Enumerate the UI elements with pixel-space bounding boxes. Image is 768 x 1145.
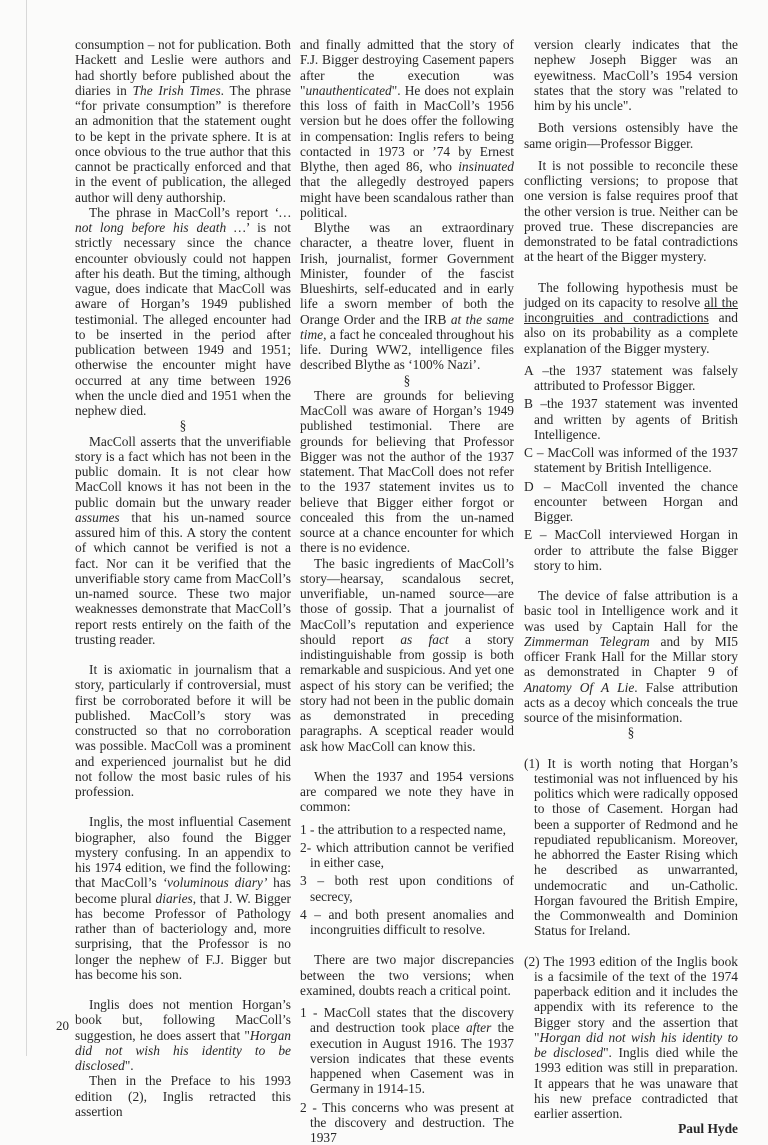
column-3 — [524, 37, 738, 1137]
paragraph — [75, 814, 291, 982]
text-run: Paul Hyde — [678, 1121, 738, 1136]
text-run: The device of false attribution is a basic tool in Intelligence work and it was used by Captain Hall for the — [524, 588, 738, 634]
paragraph — [75, 662, 291, 799]
text-run: Both versions ostensibly have the same origin—Professor Bigger. — [524, 120, 738, 150]
text-run: , a fact he concealed throughout his life. During WW2, intelligence files described Blythe as ‘100% Nazi’. — [300, 327, 514, 373]
paragraph — [524, 120, 738, 151]
text-run: . False attribution acts as a decoy which conceals the true source of the misinformation. — [524, 680, 738, 726]
emphasis-text: insinuated — [458, 159, 514, 174]
emphasis-text: ‘voluminous diary’ — [163, 875, 268, 890]
emphasis-text: diaries — [156, 891, 193, 906]
text-run: B –the 1937 statement was invented and written by agents of British Intelligence. — [524, 396, 738, 442]
list-item — [524, 479, 738, 525]
text-run: ". — [125, 1058, 134, 1073]
emphasis-text: assumes — [75, 510, 120, 525]
list-item — [300, 1005, 514, 1097]
paragraph — [75, 434, 291, 648]
emphasis-text: unauthenticated — [305, 83, 391, 98]
text-run: (1) It is worth noting that Horgan’s testimonial was not influenced by his politics which were radically opposed to those of Casement. Horgan had been a supporter of Redmond and he repudiated republicanism. Moreover, he abhorred the Easter Rising which he described as unwarranted, undemocratic and un-Catholic. Horgan favoured the British Empire, the Commonwealth and Dominion Status for Ireland. — [524, 756, 738, 939]
list-item — [300, 822, 514, 837]
emphasis-text: after — [466, 1020, 491, 1035]
list-item — [524, 445, 738, 476]
list-item — [524, 363, 738, 394]
text-run: , that J. W. Bigger has become Professor of Pathology rather than of bacteriology and, more surprising, that the Professor is no longer the nephew of F.J. Bigger but has become his son. — [75, 891, 291, 982]
page-edge-line — [26, 0, 27, 1056]
text-run: Then in the Preface to his 1993 edition (2), Inglis retracted this assertion — [75, 1073, 291, 1119]
paragraph — [300, 769, 514, 815]
paragraph — [75, 1073, 291, 1119]
text-run: Blythe was an extraordinary character, a theatre lover, fluent in Irish, journalist, former Government Minister, founder of the fascist Blueshirts, self-educated and in early life a sworn member of both the Orange Order and the IRB — [300, 220, 514, 327]
text-run: 3 – both rest upon conditions of secrecy, — [300, 873, 514, 903]
text-run: There are two major discrepancies between the two versions; when examined, doubts reach a critical point. — [300, 952, 514, 998]
text-run: . The phrase “for private consumption” is therefore an admonition that the statement ought to be kept in the private sphere. It is at once obvious to the true author that this cannot be practically enforced and that in the event of publication, the alleged author will deny authorship. — [75, 83, 291, 205]
paragraph-continued — [300, 37, 514, 220]
text-run: and also on its probability as a complete explanation of the Bigger mystery. — [524, 310, 738, 356]
list-item — [300, 1100, 514, 1145]
list-item-continued — [524, 37, 738, 113]
footnote — [524, 954, 738, 1122]
paragraph — [524, 588, 738, 725]
text-run: There are grounds for believing MacColl was aware of Horgan’s 1949 published testimonial. There are grounds for believing that Professor Bigger was not the author of the 1937 statement. That MacColl does not refer to the 1937 statement invites us to believe that Bigger either forgot or concealed this from the un-named source at a chance encounter for which there is no evidence. — [300, 388, 514, 556]
page-number: 20 — [56, 1018, 69, 1034]
footnote — [524, 756, 738, 939]
text-run: E – MacColl interviewed Horgan in order to attribute the false Bigger story to him. — [524, 527, 738, 573]
text-run: C – MacColl was informed of the 1937 statement by British Intelligence. — [524, 445, 738, 475]
text-run: A –the 1937 statement was falsely attributed to Professor Bigger. — [524, 363, 738, 393]
list-item — [300, 840, 514, 871]
text-run: It is not possible to reconcile these conflicting versions; to propose that one version is false requires proof that the other version is true. Neither can be proved true. These discrepancies are demonstrated to be fatal contradictions at the heart of the Bigger mystery. — [524, 158, 738, 265]
text-run: that his un-named source assured him of this. A story the content of which cannot be verified is not a fact. Nor can it be verified that the unverifiable story came from MacColl’s un-named source. These two major weaknesses demonstrate that MacColl’s report rests entirely on the faith of the trusting reader. — [75, 510, 291, 647]
section-mark — [300, 373, 514, 388]
text-run: § — [180, 418, 187, 433]
paragraph — [300, 388, 514, 556]
text-run: and finally admitted that the story of F.J. Bigger destroying Casement papers after the execution was " — [300, 37, 514, 98]
text-run: Inglis, the most influential Casement biographer, also found the Bigger mystery confusing. In an appendix to his 1974 edition, we find the following: that MacColl’s — [75, 814, 291, 890]
text-run: 1 - the attribution to a respected name, — [300, 822, 506, 837]
text-run: the execution in August 1916. The 1937 version indicates that these events happened when Casement was in Germany in 1914-15. — [310, 1020, 514, 1096]
emphasis-text: at the same time — [300, 312, 514, 342]
emphasis-text: Anatomy Of A Lie — [524, 680, 634, 695]
paragraph — [75, 205, 291, 419]
author-signature — [524, 1121, 738, 1136]
text-run: ". Inglis died while the 1993 edition was still in preparation. It appears that he was unaware that his new preface contradicted that earlier assertion. — [534, 1045, 738, 1121]
list-item — [524, 396, 738, 442]
text-run: The phrase in MacColl’s report ‘ — [89, 205, 279, 220]
text-run: § — [404, 373, 411, 388]
text-run: § — [628, 725, 635, 740]
text-run: 2- which attribution cannot be verified in either case, — [300, 840, 514, 870]
text-run: MacColl asserts that the unverifiable story is a fact which has not been in the public domain. It is not clear how MacColl knows it has not been in the public domain but the unwary reader — [75, 434, 291, 510]
text-run: that the allegedly destroyed papers might have been scandalous rather than political. — [300, 174, 514, 220]
text-run: It is axiomatic in journalism that a story, particularly if controversial, must first be corroborated before it will be published. MacColl’s story was constructed so that no corroboration was possible. MacColl was a prominent and experienced journalist but he did not follow the most basic rules of his profession. — [75, 662, 291, 799]
text-run: a story indistinguishable from gossip is both remarkable and suspicious. And yet one aspect of his story can be verified; the story had not been in the public domain as demonstrated in preceding paragraphs. A sceptical reader would ask how MacColl can know this. — [300, 632, 514, 754]
emphasis-text: Horgan did not wish his identity to be disclosed — [75, 1028, 291, 1074]
text-run: ’ is not strictly necessary since the chance encounter obviously could not happen after his death. But the timing, although vague, does indicate that MacColl was aware of Horgan’s 1949 published testimonial. The alleged encounter had to be inserted in the period after publication between 1949 and 1951; otherwise the encounter might have occurred at any time between 1926 when the uncle died and 1951 when the nephew died. — [75, 220, 291, 418]
text-run: has become plural — [75, 875, 291, 905]
paragraph — [300, 556, 514, 754]
text-run: 4 – and both present anomalies and incongruities difficult to resolve. — [300, 907, 514, 937]
emphasis-text: …not long before his death … — [75, 205, 291, 235]
text-run: D – MacColl invented the chance encounter between Horgan and Bigger. — [524, 479, 738, 525]
text-run: 2 - This concerns who was present at the discovery and destruction. The 1937 — [300, 1100, 514, 1145]
text-run: version clearly indicates that the nephew Joseph Bigger was an eyewitness. MacColl’s 1954 version states that the story was "related to him by his uncle". — [534, 37, 738, 113]
paragraph — [524, 280, 738, 356]
emphasis-text: as fact — [400, 632, 448, 647]
paragraph — [75, 997, 291, 1073]
list-item — [524, 527, 738, 573]
text-run: The following hypothesis must be judged on its capacity to resolve — [524, 280, 738, 310]
text-run: (2) The 1993 edition of the Inglis book is a facsimile of the text of the 1974 paperback edition and it includes the appendix with its reference to the Bigger story and the assertion that " — [524, 954, 738, 1045]
paragraph — [524, 158, 738, 265]
text-run: ". He does not explain this loss of faith in MacColl’s 1956 version but he does offer the following in compensation: Inglis refers to being contacted in 1973 or ’74 by Ernest Blythe, then aged 86, who — [300, 83, 514, 174]
list-item — [300, 907, 514, 938]
section-mark — [524, 725, 738, 740]
text-run: 1 - MacColl states that the discovery and destruction took place — [300, 1005, 514, 1035]
column-1 — [75, 37, 291, 1119]
text-run: Inglis does not mention Horgan’s book but, following MacColl’s suggestion, he does assert that " — [75, 997, 291, 1043]
text-run: The basic ingredients of MacColl’s story—hearsay, scandalous secret, unverifiable, un-named source—are those of gossip. That a journalist of MacColl’s reputation and experience should report — [300, 556, 514, 647]
emphasis-text: The Irish Times — [133, 83, 221, 98]
text-run: consumption – not for publication. Both Hackett and Leslie were authors and had shortly before published about the diaries in — [75, 37, 291, 98]
emphasis-text: Zimmerman Telegram — [524, 634, 650, 649]
paragraph — [300, 952, 514, 998]
text-run: When the 1937 and 1954 versions are compared we note they have in common: — [300, 769, 514, 815]
emphasis-text: Horgan did not wish his identity to be disclosed — [534, 1030, 738, 1060]
list-item — [300, 873, 514, 904]
paragraph-continued — [75, 37, 291, 205]
column-2 — [300, 37, 514, 1145]
section-mark — [75, 418, 291, 433]
underlined-text: all the incongruities and contradictions — [524, 295, 738, 325]
paragraph — [300, 220, 514, 373]
text-run: and by MI5 officer Frank Hall for the Millar story as demonstrated in Chapter 9 of — [524, 634, 738, 680]
